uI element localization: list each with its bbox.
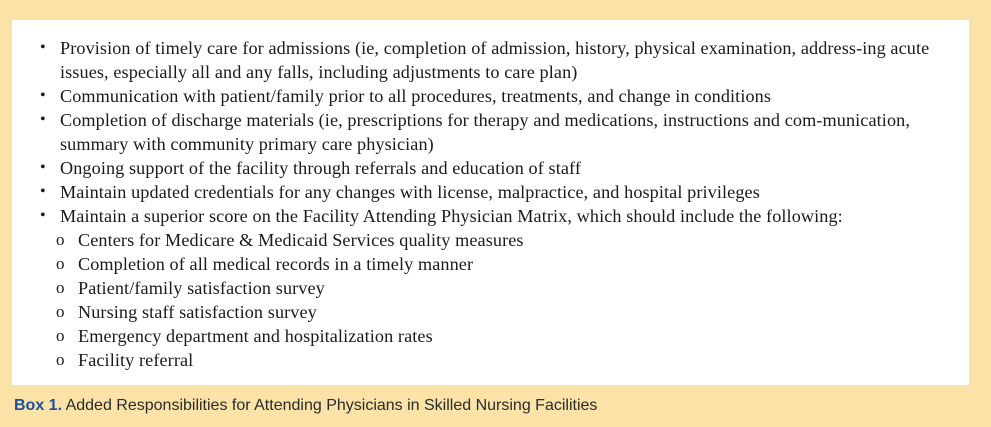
list-item-text: Maintain updated credentials for any changes with license, malpractice, and hospital privileges — [60, 182, 760, 202]
list-item — [30, 108, 959, 156]
sub-bullet-icon: o — [56, 278, 65, 297]
list-item — [30, 84, 959, 108]
sub-list-item — [30, 276, 959, 300]
caption-text: Added Responsibilities for Attending Physicians in Skilled Nursing Facilities — [62, 397, 598, 414]
bullet-icon: • — [40, 207, 46, 224]
list-item — [30, 180, 959, 204]
list-item-text: Ongoing support of the facility through referrals and education of staff — [60, 158, 582, 178]
sub-list-item — [30, 324, 959, 348]
list-item — [30, 204, 959, 228]
sub-list-item-text: Emergency department and hospitalization rates — [78, 326, 433, 346]
list-item-text: Maintain a superior score on the Facility Attending Physician Matrix, which should include the following: — [60, 206, 843, 226]
list-item-text: Provision of timely care for admissions (ie, completion of admission, history, physical examination, address-ing acute issues, especially all and any falls, including adjustments to care plan) — [60, 38, 930, 82]
box-content-panel — [12, 20, 969, 385]
box-caption — [14, 396, 597, 416]
sub-bullet-icon: o — [56, 230, 65, 249]
bullet-icon: • — [40, 111, 46, 128]
bullet-icon: • — [40, 87, 46, 104]
sub-bullet-icon: o — [56, 254, 65, 273]
bullet-icon: • — [40, 159, 46, 176]
sub-bullet-icon: o — [56, 350, 65, 369]
list-item-text: Communication with patient/family prior to all procedures, treatments, and change in conditions — [60, 86, 772, 106]
sub-list-item — [30, 228, 959, 252]
sub-list-item-text: Nursing staff satisfaction survey — [78, 302, 317, 322]
list-item — [30, 156, 959, 180]
responsibility-list — [30, 36, 959, 228]
matrix-criteria-list — [30, 228, 959, 372]
list-item — [30, 36, 959, 84]
list-item-text: Completion of discharge materials (ie, prescriptions for therapy and medications, instructions and com-munication, summary with community primary care physician) — [60, 110, 910, 154]
sub-list-item-text: Patient/family satisfaction survey — [78, 278, 325, 298]
sub-list-item — [30, 252, 959, 276]
bullet-icon: • — [40, 39, 46, 56]
sub-bullet-icon: o — [56, 326, 65, 345]
sub-list-item-text: Centers for Medicare & Medicaid Services quality measures — [78, 230, 524, 250]
sub-list-item-text: Facility referral — [78, 350, 194, 370]
caption-label: Box 1. — [14, 397, 63, 414]
sub-list-item — [30, 300, 959, 324]
sub-bullet-icon: o — [56, 302, 65, 321]
sub-list-item-text: Completion of all medical records in a timely manner — [78, 254, 474, 274]
bullet-icon: • — [40, 183, 46, 200]
sub-list-item — [30, 348, 959, 372]
